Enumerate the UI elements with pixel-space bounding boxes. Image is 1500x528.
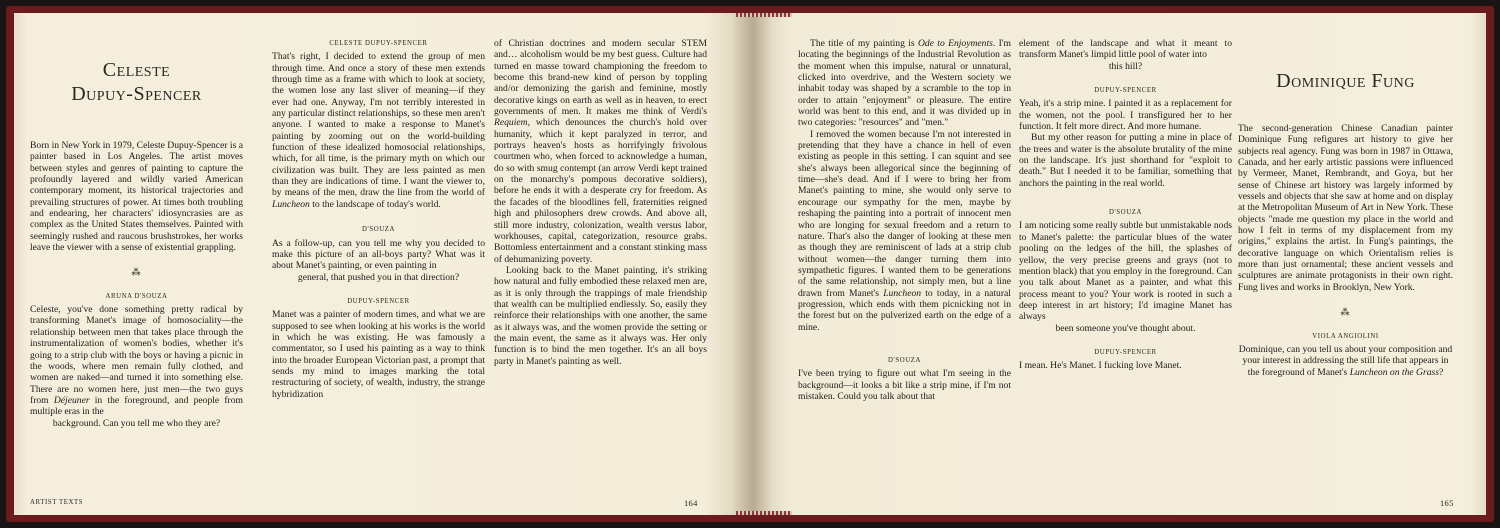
left-column-1 <box>30 43 243 429</box>
left-column-2 <box>272 38 485 400</box>
interview-answer: of Christian doctrines and modern secular STEM and… alcoholism would be my best guess. Culture had turned en masse toward championing the freedom to become this brand-new kind of person by toppling and/or demonizing the garish and feminine, mostly decorative kings on earth as well as in heaven, to erect governments of men. It makes me think of Verdi's Requiem, which denounces the church's hold over humanity, which it kept paralyzed in terror, and portrays heaven's hosts as horrifyingly frivolous courtmen who, when forced to acknowledge a human, do so with smug contempt (an arrow Verdi kept trained on the monarchy's pompous decorative soldiers), before he ends it with a desperate cry for freedom. As the facades of the bloodlines fell, fraternities reigned high and philosophers drew crowds. And above all, still more industry, colonization, wealth versus labor, workhouses, capital, categorization, resource grabs. Bottomless entertainment and a constant stinking mass of dehumanizing poverty. <box>494 38 707 265</box>
ornament-divider: ⁂ <box>131 267 142 278</box>
interview-answer: I removed the women because I'm not interested in pretending that they have a chance in hell of even existing as people in this setting. I can squint and see she's always been allegorical since the beginning of time—she's dead. And if I were to bring her from Manet's painting to mine, she would only serve to encourage our sympathy for the men, maybe by reshaping the painting into a portrait of innocent men who are longing for sexual freedom and a return to nature. That's also the danger of looking at these men as though they are reminiscent of lads at a strip club without women—the danger turning them into sympathetic figures. I wanted them to be generations of the same relationship, not simply men, but a line drawn from Manet's Luncheon to today, in a natural progression, which ends with them picnicking not in the forest but on the pulverized earth on the edge of a mine. <box>798 128 1011 333</box>
page-number-right: 165 <box>1440 498 1454 508</box>
speaker-label: D'SOUZA <box>362 226 395 234</box>
left-page <box>14 13 750 515</box>
speaker-label: DUPUY-SPENCER <box>1094 87 1157 95</box>
headband-bottom <box>736 511 792 515</box>
speaker-label: D'SOUZA <box>1109 209 1142 217</box>
interview-question: I am noticing some really subtle but unmistakable nods to Manet's palette: the particular blues of the water pooling on the ledges of the hill, the splashes of yellow, the very precise greens and grays (not to mention black) that you employ in the foreground. Can you talk about Manet as a painter, and what this process meant to you? Your work is rooted in such a deep interest in art history; I'd imagine Manet has always <box>1019 220 1232 323</box>
interview-question: Dominique, can you tell us about your composition and your interest in addressing the still life that appears in the foreground of Manet's Luncheon on the Grass? <box>1238 343 1453 378</box>
interview-answer: I mean. He's Manet. I fucking love Manet. <box>1019 360 1182 372</box>
right-page <box>750 13 1486 515</box>
interview-question: element of the landscape and what it meant to transform Manet's limpid little pool of water into <box>1019 38 1232 61</box>
artist-name-dominique: Dominique Fung <box>1276 70 1415 92</box>
speaker-label: VIOLA ANGIOLINI <box>1312 332 1379 340</box>
speaker-label: ARUNA D'SOUZA <box>105 292 168 300</box>
artist-name-celeste: Celeste Dupuy-Spencer <box>71 59 202 105</box>
right-column-1 <box>798 38 1011 402</box>
speaker-label: CELESTE DUPUY-SPENCER <box>329 40 428 47</box>
headband-top <box>736 13 792 17</box>
interview-question: As a follow-up, can you tell me why you decided to make this picture of an all-boys party? What was it about Manet's painting, or even painting in <box>272 237 485 272</box>
book-spread <box>14 13 1486 515</box>
page-number-left: 164 <box>684 498 698 508</box>
interview-question-last-line: general, that pushed you in that direction? <box>297 271 460 283</box>
speaker-label: D'SOUZA <box>888 356 921 364</box>
interview-answer: That's right, I decided to extend the group of men through time. And once a story of these men extends through time as a frame with which to look at society, the women lose any last sliver of meaning—if they ever had one. Anyway, I'm not terribly interested in any particular distinct relationships, so these men aren't anyone. I wanted to make a response to Manet's painting by zooming out on the world-building function of these idealized homosocial relationships, which, for all time, is the primary myth on which our civilization was built. They are less painted as men than they are indications of time. I want the viewer to, by means of the men, draw the line from the world of Luncheon to the landscape of today's world. <box>272 51 485 210</box>
interview-answer: Looking back to the Manet painting, it's striking how natural and fully embodied these relaxed men are, as it is only through the trappings of male friendship that wealth can be multiplied endlessly. So, easily they reinforce their relationships with one another, the same as it always was, and the women provide the setting or the main event, the same as it always was. Her only function is to bind the men together. It's an all boys party in Manet's painting as well. <box>494 264 707 367</box>
interview-answer: But my other reason for putting a mine in place of the trees and water is the absolute brutality of the mine on the landscape. It's just shorthand for "exploit to death." But I needed it to be familiar, something that anchors the painting in the real world. <box>1019 132 1232 189</box>
interview-question-last-line: been someone you've thought about. <box>1055 322 1196 334</box>
interview-question: Celeste, you've done something pretty radical by transforming Manet's image of homosociality—the relationship between men that takes place through the instrumentalization of women's bodies, whether it's going to a strip club with the boys or having a picnic in the woods, where men remain fully clothed, and women are naked—and turned it into something else. There are no women here, just men—the two guys from Déjeuner in the foreground, and people from multiple eras in the <box>30 304 243 418</box>
interview-question-last-line: this hill? <box>1108 60 1143 72</box>
interview-answer: Manet was a painter of modern times, and what we are supposed to see when looking at his works is the world in which he was existing. He was famously a commentator, so I used his painting as a way to think into the broader European Victorian past, a prompt that sends my mind to images marking the total restructuring of society, of wealth, industry, the strange hybridization <box>272 309 485 400</box>
interview-question-last-line: background. Can you tell me who they are? <box>52 417 221 429</box>
right-column-3 <box>1238 43 1453 378</box>
artist-bio-dominique: The second-generation Chinese Canadian painter Dominique Fung refigures art history to give her subjects real agency. Fung was born in 1987 in Ottawa, Canada, and her early artistic passions were influenced by Vermeer, Manet, Rembrandt, and Goya, but her sense of Chinese art history was largely informed by vessels and objects that she saw at home and on display at the Metropolitan Museum of Art in New York. These objects "made me question my place in the world and how I felt in terms of my displacement from my origins," explains the artist. In Fung's paintings, the decorative language on which Orientalism relies is more than just ornamental; these ancient vessels and sculptures are animate protagonists in their own right. Fung lives and works in Brooklyn, New York. <box>1238 123 1453 293</box>
ornament-divider: ⁂ <box>1340 307 1351 318</box>
book-gutter-shadow <box>732 13 772 515</box>
interview-question: I've been trying to figure out what I'm seeing in the background—it looks a bit like a strip mine, if I'm not mistaken. Could you talk about that <box>798 368 1011 402</box>
right-column-2 <box>1019 38 1232 372</box>
left-column-3 <box>494 38 707 367</box>
running-head: ARTIST TEXTS <box>30 499 84 506</box>
interview-answer: Yeah, it's a strip mine. I painted it as a replacement for the women, not the pool. I transfigured her to her function. It felt more direct. And more humane. <box>1019 98 1232 133</box>
artist-bio-celeste: Born in New York in 1979, Celeste Dupuy-Spencer is a painter based in Los Angeles. The artist moves between styles and genres of painting to capture the profoundly layered and wildly varied American contemporary moment, its historical trajectories and prevailing structures of power. At times both troubling and endearing, her characters' idiosyncrasies are as complex as the United States themselves. Painted with seemingly rushed and raucous brushstrokes, her works leave the viewer with a sense of existential grappling. <box>30 140 243 254</box>
interview-answer: The title of my painting is Ode to Enjoyments. I'm locating the beginnings of the Industrial Revolution as the moment when this impulse, natural or unnatural, clicked into overdrive, and the Western society we inhabit today was shaped by a scramble to the top in order to attain "enjoyment" or pleasure. The entire world was bent to this end, and it was divided up in two categories: "resources" and "men." <box>798 38 1011 129</box>
speaker-label: DUPUY-SPENCER <box>347 297 410 305</box>
speaker-label: DUPUY-SPENCER <box>1094 348 1157 356</box>
